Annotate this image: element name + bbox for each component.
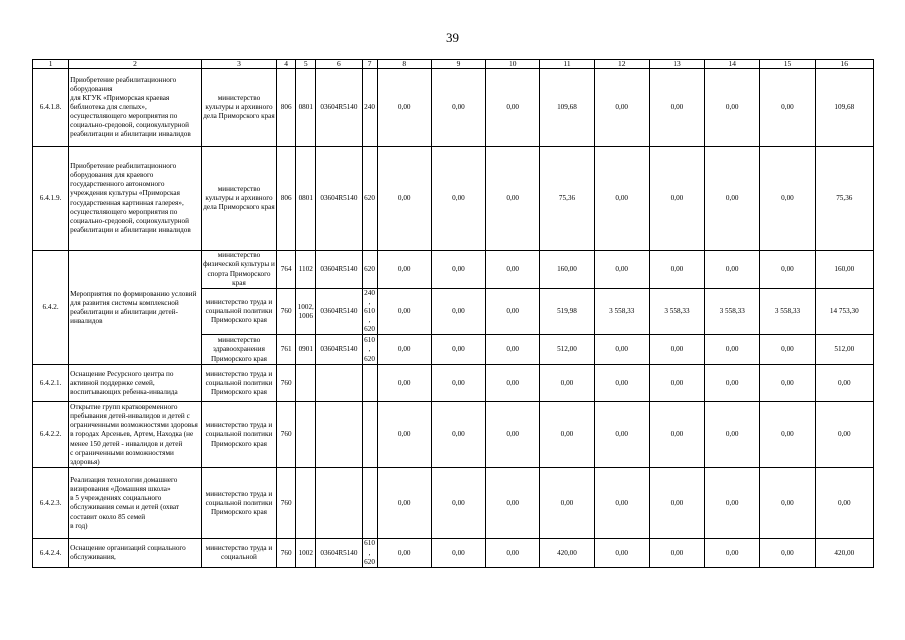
amount-cell: 0,00	[486, 289, 540, 335]
amount-cell: 0,00	[486, 402, 540, 468]
amount-cell: 0,00	[705, 402, 760, 468]
amount-cell: 0,00	[649, 335, 704, 365]
amount-cell: 0,00	[486, 335, 540, 365]
section-code: 0901	[296, 335, 316, 365]
grbs-code: 760	[277, 365, 296, 402]
executor: министерство труда и социальной	[201, 539, 276, 567]
item-number: 6.4.1.9.	[33, 147, 69, 251]
column-header: 2	[69, 60, 202, 69]
section-code: 1102	[296, 251, 316, 289]
amount-cell: 0,00	[594, 365, 649, 402]
section-code: 1002, 1006	[296, 289, 316, 335]
amount-cell: 75,36	[540, 147, 594, 251]
amount-cell: 0,00	[486, 365, 540, 402]
target-article	[316, 468, 362, 539]
amount-cell: 0,00	[540, 468, 594, 539]
target-article: 03604R5140	[316, 147, 362, 251]
amount-cell: 109,68	[815, 69, 873, 147]
section-code: 0801	[296, 69, 316, 147]
amount-cell: 3 558,33	[649, 289, 704, 335]
amount-cell: 3 558,33	[705, 289, 760, 335]
table-row	[33, 468, 874, 539]
amount-cell: 0,00	[760, 251, 815, 289]
amount-cell: 0,00	[486, 468, 540, 539]
executor: министерство труда и социальной политики Приморского края	[201, 468, 276, 539]
executor: министерство здравоохранения Приморского края	[201, 335, 276, 365]
column-header: 13	[649, 60, 704, 69]
amount-cell: 160,00	[815, 251, 873, 289]
amount-cell: 0,00	[594, 539, 649, 567]
amount-cell: 0,00	[705, 335, 760, 365]
table-row	[33, 69, 874, 147]
item-description: Оснащение Ресурсного центра по активной поддержке семей, воспитывающих ребенка-инвалида	[69, 365, 202, 402]
section-code: 0801	[296, 147, 316, 251]
amount-cell: 0,00	[649, 69, 704, 147]
section-code	[296, 468, 316, 539]
grbs-code: 806	[277, 147, 296, 251]
amount-cell: 0,00	[649, 251, 704, 289]
amount-cell: 0,00	[594, 251, 649, 289]
amount-cell: 3 558,33	[760, 289, 815, 335]
amount-cell: 0,00	[760, 335, 815, 365]
column-header: 9	[431, 60, 485, 69]
item-number: 6.4.2.	[33, 251, 69, 365]
item-number: 6.4.2.2.	[33, 402, 69, 468]
amount-cell: 0,00	[431, 147, 485, 251]
header-row	[33, 60, 874, 69]
amount-cell: 0,00	[540, 402, 594, 468]
amount-cell: 0,00	[705, 539, 760, 567]
amount-cell: 0,00	[815, 468, 873, 539]
table-row	[33, 539, 874, 567]
amount-cell: 160,00	[540, 251, 594, 289]
amount-cell: 0,00	[815, 365, 873, 402]
amount-cell: 0,00	[705, 69, 760, 147]
amount-cell: 0,00	[377, 289, 431, 335]
item-number: 6.4.2.4.	[33, 539, 69, 567]
amount-cell: 0,00	[431, 289, 485, 335]
expense-type: 610, 620	[362, 539, 377, 567]
amount-cell: 0,00	[377, 468, 431, 539]
amount-cell: 0,00	[705, 147, 760, 251]
amount-cell: 0,00	[486, 147, 540, 251]
amount-cell: 109,68	[540, 69, 594, 147]
item-description: Приобретение реабилитационного оборудования для КГУК «Приморская краевая библиотека для слепых», осуществляющего мероприятия по социально-средовой, социокультурной реабилитации и абилитации инвалидов	[69, 69, 202, 147]
amount-cell: 0,00	[431, 539, 485, 567]
expense-type: 240	[362, 69, 377, 147]
item-number: 6.4.1.8.	[33, 69, 69, 147]
executor: министерство труда и социальной политики Приморского края	[201, 289, 276, 335]
target-article: 03604R5140	[316, 69, 362, 147]
amount-cell: 0,00	[760, 402, 815, 468]
amount-cell: 0,00	[649, 365, 704, 402]
column-header: 12	[594, 60, 649, 69]
column-header: 1	[33, 60, 69, 69]
amount-cell: 0,00	[649, 468, 704, 539]
column-header: 6	[316, 60, 362, 69]
target-article	[316, 402, 362, 468]
expense-type: 610, 620	[362, 335, 377, 365]
amount-cell: 0,00	[649, 402, 704, 468]
column-header: 7	[362, 60, 377, 69]
section-code: 1002	[296, 539, 316, 567]
amount-cell: 0,00	[377, 402, 431, 468]
amount-cell: 75,36	[815, 147, 873, 251]
item-number: 6.4.2.1.	[33, 365, 69, 402]
amount-cell: 0,00	[815, 402, 873, 468]
amount-cell: 0,00	[649, 147, 704, 251]
budget-table	[32, 59, 874, 568]
amount-cell: 0,00	[377, 69, 431, 147]
amount-cell: 512,00	[815, 335, 873, 365]
amount-cell: 0,00	[760, 365, 815, 402]
item-description: Мероприятия по формированию условий для развития системы комплексной реабилитации и абилитации детей-инвалидов	[69, 251, 202, 365]
column-header: 3	[201, 60, 276, 69]
amount-cell: 0,00	[760, 468, 815, 539]
column-header: 8	[377, 60, 431, 69]
amount-cell: 0,00	[594, 335, 649, 365]
amount-cell: 0,00	[431, 468, 485, 539]
grbs-code: 760	[277, 289, 296, 335]
column-header: 10	[486, 60, 540, 69]
amount-cell: 0,00	[760, 147, 815, 251]
amount-cell: 0,00	[431, 251, 485, 289]
column-header: 14	[705, 60, 760, 69]
column-header: 11	[540, 60, 594, 69]
amount-cell: 0,00	[377, 335, 431, 365]
table-row	[33, 365, 874, 402]
executor: министерство труда и социальной политики Приморского края	[201, 402, 276, 468]
amount-cell: 0,00	[486, 251, 540, 289]
executor: министерство культуры и архивного дела Приморского края	[201, 69, 276, 147]
amount-cell: 519,98	[540, 289, 594, 335]
grbs-code: 760	[277, 539, 296, 567]
amount-cell: 512,00	[540, 335, 594, 365]
executor: министерство труда и социальной политики Приморского края	[201, 365, 276, 402]
expense-type	[362, 402, 377, 468]
expense-type: 620	[362, 147, 377, 251]
amount-cell: 0,00	[705, 365, 760, 402]
amount-cell: 0,00	[540, 365, 594, 402]
amount-cell: 0,00	[705, 251, 760, 289]
item-description: Оснащение организаций социального обслуживания,	[69, 539, 202, 567]
item-description: Открытие групп кратковременного пребывания детей-инвалидов и детей с ограниченными возможностями здоровья в городах Арсеньев, Артем, Находка (не менее 150 детей - инвалидов и детей с ограниченными возможностями здоровья)	[69, 402, 202, 468]
grbs-code: 760	[277, 468, 296, 539]
amount-cell: 0,00	[760, 539, 815, 567]
amount-cell: 0,00	[486, 539, 540, 567]
grbs-code: 764	[277, 251, 296, 289]
executor: министерство физической культуры и спорта Приморского края	[203, 251, 275, 287]
amount-cell: 0,00	[431, 69, 485, 147]
amount-cell: 420,00	[540, 539, 594, 567]
column-header: 15	[760, 60, 815, 69]
amount-cell: 0,00	[760, 69, 815, 147]
amount-cell: 0,00	[431, 365, 485, 402]
target-article: 03604R5140	[316, 335, 362, 365]
grbs-code: 806	[277, 69, 296, 147]
target-article: 03604R5140	[316, 289, 362, 335]
item-description: Приобретение реабилитационного оборудования для краевого государственного автономного учреждения культуры «Приморская государственная картинная галерея», осуществляющего мероприятия по социально-средовой, социокультурной реабилитации и абилитации инвалидов	[69, 147, 202, 251]
amount-cell: 0,00	[705, 468, 760, 539]
amount-cell: 0,00	[431, 335, 485, 365]
table-row	[33, 147, 874, 251]
amount-cell: 0,00	[594, 69, 649, 147]
amount-cell: 14 753,30	[815, 289, 873, 335]
section-code	[296, 365, 316, 402]
target-article: 03604R5140	[316, 539, 362, 567]
amount-cell: 3 558,33	[594, 289, 649, 335]
table-row	[33, 402, 874, 468]
grbs-code: 760	[277, 402, 296, 468]
column-header: 4	[277, 60, 296, 69]
expense-type	[362, 468, 377, 539]
item-description: Реализация технологии домашнего визирования «Домашняя школа» в 5 учреждениях социального обслуживания семьи и детей (охват составит около 85 семей в год)	[69, 468, 202, 539]
expense-type: 240, 610, 620	[362, 289, 377, 335]
executor: министерство культуры и архивного дела Приморского края	[201, 147, 276, 251]
amount-cell: 0,00	[377, 539, 431, 567]
amount-cell: 0,00	[486, 69, 540, 147]
column-header: 5	[296, 60, 316, 69]
amount-cell: 0,00	[594, 147, 649, 251]
amount-cell: 0,00	[594, 468, 649, 539]
expense-type	[362, 365, 377, 402]
amount-cell: 0,00	[377, 251, 431, 289]
amount-cell: 0,00	[377, 365, 431, 402]
section-code	[296, 402, 316, 468]
target-article: 03604R5140	[316, 251, 362, 289]
page-number: 39	[446, 30, 459, 45]
grbs-code: 761	[277, 335, 296, 365]
target-article	[316, 365, 362, 402]
item-number: 6.4.2.3.	[33, 468, 69, 539]
amount-cell: 0,00	[649, 539, 704, 567]
table-row	[33, 251, 874, 289]
amount-cell: 420,00	[815, 539, 873, 567]
expense-type: 620	[362, 251, 377, 289]
amount-cell: 0,00	[594, 402, 649, 468]
amount-cell: 0,00	[377, 147, 431, 251]
amount-cell: 0,00	[431, 402, 485, 468]
column-header: 16	[815, 60, 873, 69]
